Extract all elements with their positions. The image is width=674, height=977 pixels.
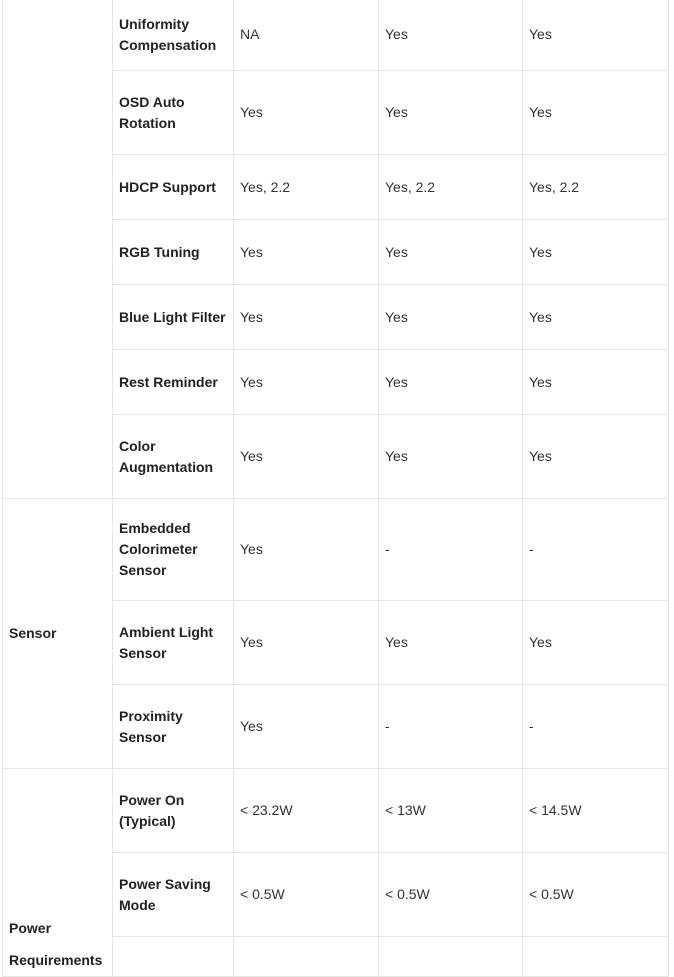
value-cell: < 14.5W bbox=[523, 769, 669, 853]
feature-cell: Proximity Sensor bbox=[113, 685, 234, 769]
value-cell: < 23.2W bbox=[234, 769, 379, 853]
feature-cell: Uniformity Compensation bbox=[113, 0, 234, 71]
value-cell: Yes bbox=[523, 415, 669, 499]
value-cell: Yes, 2.2 bbox=[234, 155, 379, 220]
value-cell: Yes bbox=[379, 220, 523, 285]
value-cell: Yes bbox=[234, 350, 379, 415]
value-cell: - bbox=[523, 685, 669, 769]
feature-cell: Ambient Light Sensor bbox=[113, 601, 234, 685]
value-cell: Yes bbox=[234, 285, 379, 350]
value-cell: Yes bbox=[234, 415, 379, 499]
feature-cell: Power Saving Mode bbox=[113, 853, 234, 937]
table-row bbox=[3, 0, 669, 71]
feature-cell: HDCP Support bbox=[113, 155, 234, 220]
feature-cell: RGB Tuning bbox=[113, 220, 234, 285]
feature-cell: Power On (Typical) bbox=[113, 769, 234, 853]
value-cell: Yes, 2.2 bbox=[379, 155, 523, 220]
value-cell bbox=[379, 937, 523, 977]
category-label-line2: Requirements bbox=[9, 952, 103, 968]
value-cell: Yes bbox=[523, 71, 669, 155]
value-cell: Yes bbox=[523, 285, 669, 350]
value-cell: - bbox=[379, 685, 523, 769]
feature-cell: Embedded Colorimeter Sensor bbox=[113, 499, 234, 601]
category-cell: Sensor bbox=[3, 499, 113, 769]
value-cell: Yes bbox=[523, 220, 669, 285]
value-cell: Yes bbox=[234, 685, 379, 769]
value-cell: < 0.5W bbox=[379, 853, 523, 937]
value-cell: Yes bbox=[379, 285, 523, 350]
feature-cell: OSD Auto Rotation bbox=[113, 71, 234, 155]
value-cell: Yes bbox=[379, 71, 523, 155]
value-cell bbox=[234, 937, 379, 977]
value-cell: Yes bbox=[234, 71, 379, 155]
value-cell: NA bbox=[234, 0, 379, 71]
value-cell: < 13W bbox=[379, 769, 523, 853]
feature-cell: Blue Light Filter bbox=[113, 285, 234, 350]
value-cell: Yes bbox=[523, 601, 669, 685]
value-cell: Yes bbox=[234, 601, 379, 685]
value-cell: Yes bbox=[234, 499, 379, 601]
value-cell: Yes bbox=[523, 350, 669, 415]
value-cell: Yes bbox=[379, 415, 523, 499]
value-cell: - bbox=[379, 499, 523, 601]
value-cell: Yes, 2.2 bbox=[523, 155, 669, 220]
value-cell: - bbox=[523, 499, 669, 601]
value-cell: < 0.5W bbox=[523, 853, 669, 937]
table-row bbox=[3, 769, 669, 853]
value-cell: Yes bbox=[379, 0, 523, 71]
feature-cell bbox=[113, 937, 234, 977]
value-cell: Yes bbox=[523, 0, 669, 71]
category-cell bbox=[3, 769, 113, 977]
spec-table bbox=[2, 0, 669, 977]
value-cell bbox=[523, 937, 669, 977]
feature-cell: Rest Reminder bbox=[113, 350, 234, 415]
table-row bbox=[3, 499, 669, 601]
feature-cell: Color Augmentation bbox=[113, 415, 234, 499]
category-cell bbox=[3, 0, 113, 499]
category-label-line1: Power bbox=[9, 920, 52, 936]
value-cell: Yes bbox=[234, 220, 379, 285]
value-cell: < 0.5W bbox=[234, 853, 379, 937]
value-cell: Yes bbox=[379, 601, 523, 685]
value-cell: Yes bbox=[379, 350, 523, 415]
